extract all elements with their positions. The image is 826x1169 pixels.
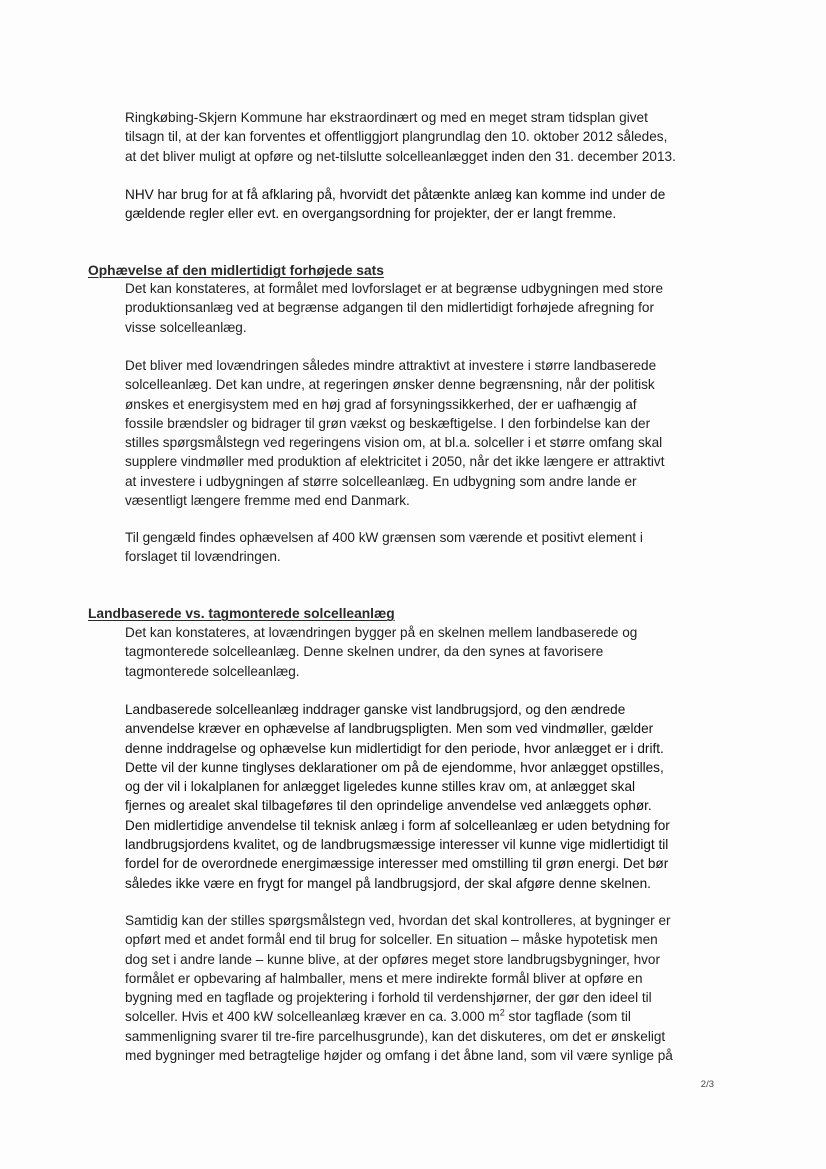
text-line: stilles spørgsmålstegn ved regeringens vision om, at bl.a. solceller i et større omfang skal xyxy=(125,435,663,451)
text-line: dog set i andre lande – kunne blive, at der opføres meget store landbrugsbygninger, hvor xyxy=(125,951,661,967)
text-line: og der vil i lokalplanen for anlægget ligeledes kunne stilles krav om, at anlægget skal xyxy=(125,779,636,795)
paragraph-lovforslag-purpose xyxy=(125,279,725,337)
text-line: opført med et andet formål end til brug for solceller. En situation – måske hypotetisk men xyxy=(125,932,658,948)
text-line: Det bliver med lovændringen således mindre attraktivt at investere i større landbaserede xyxy=(125,358,657,373)
text-line: at investere i udbygningen af større solcelleanlæg. En udbygning som andre lande er xyxy=(125,473,637,489)
text-line: tagmonterede solcelleanlæg. Denne skelnen undrer, da den synes at favorisere xyxy=(125,644,604,660)
text-line: med bygninger med betragtelige højder og omfang i det åbne land, som vil være synlige på xyxy=(125,1048,673,1064)
text-line: fossile brændsler og bidrager til grøn vækst og beskæftigelse. I den forbindelse kan der xyxy=(125,415,651,431)
text-line: Ringkøbing-Skjern Kommune har ekstraordinært og med en meget stram tidsplan givet xyxy=(125,110,648,125)
text-line: visse solcelleanlæg. xyxy=(125,319,247,335)
section-heading-landbaserede: Landbaserede vs. tagmonterede solcelleanlæg xyxy=(88,606,395,621)
text-line: ønskes et energisystem med en høj grad af forsyningssikkerhed, der er uafhængig af xyxy=(125,396,637,412)
paragraph-landbrugsjord xyxy=(125,700,725,893)
text-line: fjernes og arealet skal tilbageføres til den oprindelige anvendelse ved anlæggets ophør. xyxy=(125,798,652,814)
text-line: denne inddragelse og ophævelse kun midlertidigt for den periode, hvor anlægget er i drift. xyxy=(125,740,664,756)
text-line: produktionsanlæg ved at begrænse adgangen til den midlertidigt forhøjede afregning for xyxy=(125,300,654,316)
page-number: 2/3 xyxy=(700,1079,714,1090)
paragraph-plan-timeline xyxy=(125,108,725,166)
text-line: anvendelse kræver en ophævelse af landbrugspligten. Men som ved vindmøller, gælder xyxy=(125,721,654,737)
text-fragment: solceller. Hvis et 400 kW solcelleanlæg kræver en ca. 3.000 m xyxy=(125,1009,500,1025)
text-line: således ikke være en frygt for mangel på landbrugsjord, der skal afgøre denne skelnen. xyxy=(125,875,651,891)
text-line: Den midlertidige anvendelse til teknisk anlæg i form af solcelleanlæg er uden betydning for xyxy=(125,817,670,833)
paragraph-kontrol-bygninger xyxy=(125,911,725,1065)
text-line: supplere vindmøller med produktion af elektricitet i 2050, når det ikke længere er attraktivt xyxy=(125,454,665,470)
text-line: tagmonterede solcelleanlæg. xyxy=(125,663,300,679)
text-line: væsentligt længere fremme med end Danmark. xyxy=(125,493,410,509)
text-line: tilsagn til, at der kan forventes et offentliggjort plangrundlag den 10. oktober 2012 således, xyxy=(125,129,668,145)
paragraph-400kw-positive xyxy=(125,528,725,567)
text-line: at det bliver muligt at opføre og net-tilslutte solcelleanlægget inden den 31. december 2013. xyxy=(125,148,676,164)
text-line: fordel for de overordnede energimæssige interesser med omstilling til grøn energi. Det bør xyxy=(125,856,669,872)
superscript: 2 xyxy=(499,1007,505,1018)
text-line: gældende regler eller evt. en overgangsordning for projekter, der er langt fremme. xyxy=(125,206,617,222)
text-line: NHV har brug for at få afklaring på, hvorvidt det påtænkte anlæg kan komme ind under de xyxy=(125,187,666,202)
paragraph-skelnen xyxy=(125,623,725,681)
paragraph-less-attractive xyxy=(125,356,725,510)
text-line: Samtidig kan der stilles spørgsmålstegn ved, hvordan det skal kontrolleres, at bygninger er xyxy=(125,913,671,928)
section-heading-ophaevelse: Ophævelse af den midlertidigt forhøjede sats xyxy=(88,263,384,278)
text-line: sammenligning svarer til tre-fire parcelhusgrunde), kan det diskuteres, om det er ønskeligt xyxy=(125,1028,666,1044)
paragraph-nhv-clarification xyxy=(125,185,725,224)
text-line: Det kan konstateres, at formålet med lovforslaget er at begrænse udbygningen med store xyxy=(125,281,664,296)
text-line: forslaget til lovændringen. xyxy=(125,549,281,565)
text-line: bygning med en tagflade og projektering i forhold til verdenshjørner, der gør den ideel til xyxy=(125,990,652,1006)
text-line: Til gengæld findes ophævelsen af 400 kW grænsen som værende et positivt element i xyxy=(125,530,643,545)
text-fragment: stor tagflade (som til xyxy=(504,1009,631,1025)
text-line: Landbaserede solcelleanlæg inddrager ganske vist landbrugsjord, og den ændrede xyxy=(125,702,626,717)
text-line xyxy=(125,1007,725,1026)
text-line: Dette vil der kunne tinglyses deklarationer om på de ejendomme, hvor anlægget opstilles, xyxy=(125,759,664,775)
text-line: Det kan konstateres, at lovændringen bygger på en skelnen mellem landbaserede og xyxy=(125,625,638,640)
text-line: formålet er opbevaring af halmballer, mens et mere indirekte formål bliver at opføre en xyxy=(125,970,643,986)
text-line: landbrugsjordens kvalitet, og de landbrugsmæssige interesser vil kunne vige midlertidigt til xyxy=(125,837,669,853)
text-line: solcelleanlæg. Det kan undre, at regeringen ønsker denne begrænsning, når der politisk xyxy=(125,377,655,393)
